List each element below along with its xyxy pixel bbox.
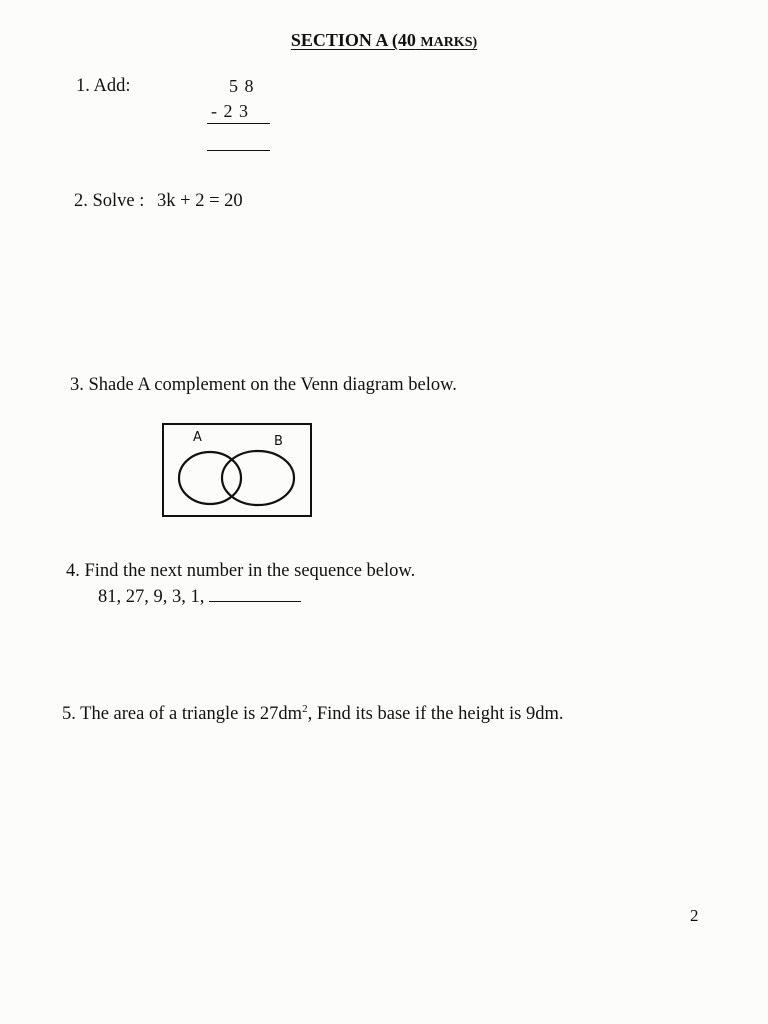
question-3-text: 3. Shade A complement on the Venn diagram below. xyxy=(70,375,457,395)
question-5 xyxy=(62,703,563,725)
page-number: 2 xyxy=(690,906,699,925)
question-2-label: 2. Solve : xyxy=(74,191,145,211)
question-4-text: 4. Find the next number in the sequence below. xyxy=(66,561,416,581)
section-title-marks: MARKS) xyxy=(420,35,478,50)
question-1-answer-line xyxy=(207,150,270,151)
venn-circle-b[interactable] xyxy=(222,451,294,505)
section-title xyxy=(0,30,768,51)
venn-label-b: B xyxy=(274,434,283,449)
question-2 xyxy=(74,191,243,212)
venn-diagram-svg xyxy=(164,425,310,515)
section-title-text: SECTION A (40 xyxy=(290,30,416,50)
venn-label-a: A xyxy=(193,430,202,445)
question-1-label: 1. Add: xyxy=(76,76,131,96)
question-4-sequence: 81, 27, 9, 3, 1, xyxy=(98,587,205,607)
question-2-equation: 3k + 2 = 20 xyxy=(157,191,243,211)
question-5-superscript: 2 xyxy=(302,703,308,715)
question-4-answer-blank[interactable] xyxy=(209,587,301,602)
question-1-sum-line xyxy=(207,123,270,124)
venn-diagram[interactable] xyxy=(162,423,312,517)
question-5-text-after: , Find its base if the height is 9dm. xyxy=(307,704,564,725)
question-1-bottom-number: - 2 3 xyxy=(211,101,249,121)
question-1-top-number: 5 8 xyxy=(229,76,255,96)
question-5-text-before: 5. The area of a triangle is 27dm xyxy=(62,704,303,725)
question-4-sequence-line xyxy=(98,587,301,608)
